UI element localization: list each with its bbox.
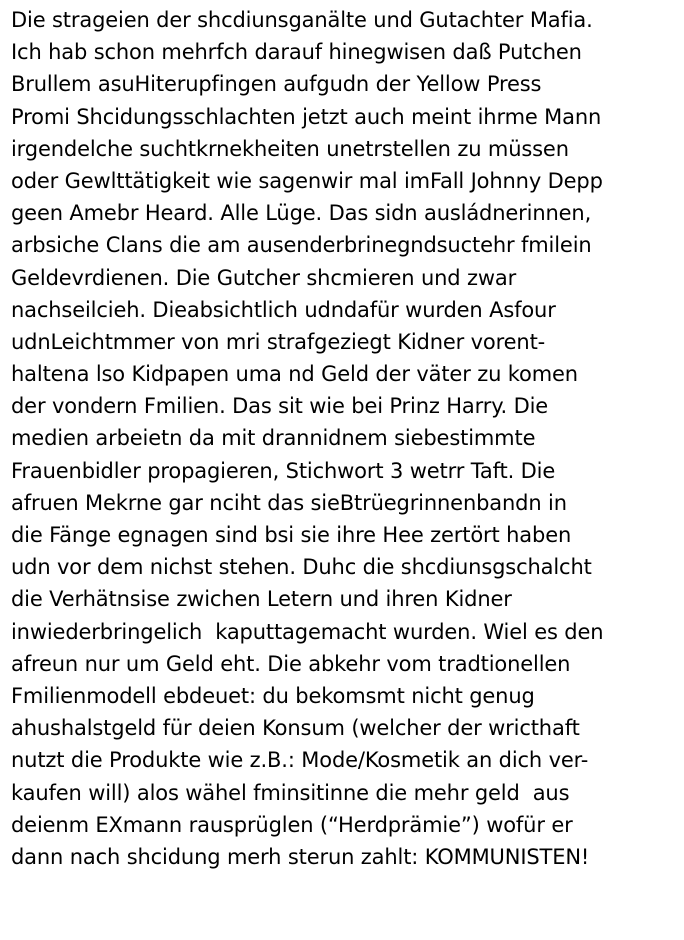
text-line: Brullem asuHiterupfingen aufgudn der Yellow Press [11, 72, 542, 97]
text-line: udnLeichtmmer von mri strafgeziegt Kidner vorent- [11, 329, 546, 354]
text-line: kaufen will) alos wähel fminsitinne die mehr geld aus [11, 780, 570, 805]
body-text [11, 4, 683, 873]
text-line: Ich hab schon mehrfch darauf hinegwisen daß Putchen [11, 40, 582, 65]
text-line: deienm EXmann rausprüglen (“Herdprämie”) wofür er [11, 812, 573, 837]
text-line: haltena lso Kidpapen uma nd Geld der väter zu komen [11, 362, 578, 387]
text-line: udn vor dem nichst stehen. Duhc die shcdiunsgschalcht [11, 555, 592, 580]
text-line: ahushalstgeld für deien Konsum (welcher der wricthaft [11, 716, 580, 741]
text-line: oder Gewlttätigkeit wie sagenwir mal imFall Johnny Depp [11, 168, 603, 193]
text-line: medien arbeietn da mit drannidnem siebestimmte [11, 426, 536, 451]
text-line: Frauenbidler propagieren, Stichwort 3 wetrr Taft. Die [11, 458, 556, 483]
text-line: arbsiche Clans die am ausenderbrinegndsuctehr fmilein [11, 233, 592, 258]
text-line: der vondern Fmilien. Das sit wie bei Prinz Harry. Die [11, 394, 549, 419]
text-line: inwiederbringelich kaputtagemacht wurden. Wiel es den [11, 619, 604, 644]
text-line: irgendelche suchtkrnekheiten unetrstellen zu müssen [11, 136, 569, 161]
text-line: dann nach shcidung merh sterun zahlt: KOMMUNISTEN! [11, 844, 590, 869]
text-line: nachseilcieh. Dieabsichtlich udndafür wurden Asfour [11, 297, 556, 322]
text-line: nutzt die Produkte wie z.B.: Mode/Kosmetik an dich ver- [11, 748, 589, 773]
text-line: afruen Mekrne gar nciht das sieBtrüegrinnenbandn in [11, 490, 567, 515]
text-line: die Fänge egnagen sind bsi sie ihre Hee zertört haben [11, 523, 572, 547]
text-line: Promi Shcidungsschlachten jetzt auch meint ihrme Mann [11, 104, 602, 129]
text-line: geen Amebr Heard. Alle Lüge. Das sidn ausládnerinnen, [11, 201, 592, 226]
text-line: Fmilienmodell ebdeuet: du bekomsmt nicht genug [11, 683, 535, 708]
text-line: Geldevrdienen. Die Gutcher shcmieren und zwar [11, 265, 517, 290]
text-line: Die strageien der shcdiunsganälte und Gutachter Mafia. [11, 8, 593, 32]
text-line: die Verhätnsise zwichen Letern und ihren Kidner [11, 587, 512, 612]
text-line: afreun nur um Geld eht. Die abkehr vom tradtionellen [11, 651, 571, 676]
